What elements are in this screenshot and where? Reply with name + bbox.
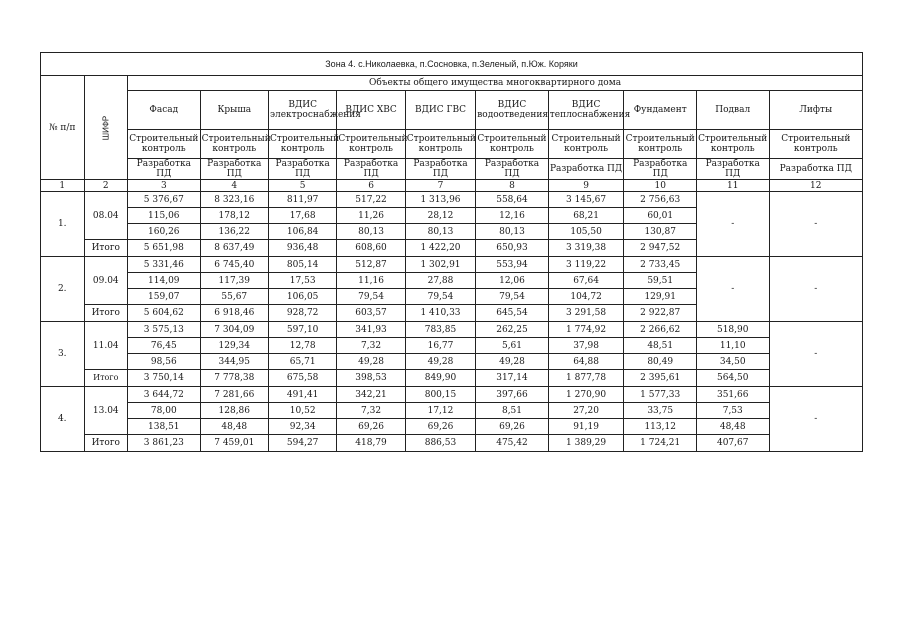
value-cell: 129,91 [624,289,697,305]
value-cell: 344,95 [200,354,268,370]
value-cell: 49,28 [405,354,475,370]
object-header: ВДИС электроснабжения [268,91,336,130]
value-cell: 12,78 [268,338,336,354]
control-label: Строительный контроль [624,130,697,159]
value-cell: 2 266,62 [624,322,697,338]
column-number: 11 [696,180,769,192]
value-cell: 17,12 [405,403,475,419]
value-cell: 28,12 [405,208,475,224]
value-cell: 49,28 [476,354,549,370]
value-cell: 1 577,33 [624,387,697,403]
value-cell: 130,87 [624,224,697,240]
value-cell: 475,42 [476,435,549,452]
value-cell: 342,21 [337,387,405,403]
empty-cell: - [696,257,769,322]
value-cell: 79,54 [337,289,405,305]
col-header-number: № п/п [41,76,85,180]
value-cell: 886,53 [405,435,475,452]
value-cell: 105,50 [548,224,624,240]
row-number: 3. [41,322,85,387]
value-cell: 3 291,58 [548,305,624,322]
column-number: 3 [128,180,201,192]
value-cell: 7,32 [337,403,405,419]
value-cell: 936,48 [268,240,336,257]
object-header: Фундамент [624,91,697,130]
objects-header: Объекты общего имущества многоквартирного дома [128,76,863,91]
value-cell: 849,90 [405,370,475,387]
value-cell: 178,12 [200,208,268,224]
value-cell: 1 877,78 [548,370,624,387]
object-header: Крыша [200,91,268,130]
value-cell: 564,50 [696,370,769,387]
table-row [41,419,863,435]
column-number: 10 [624,180,697,192]
value-cell: 398,53 [337,370,405,387]
value-cell: 317,14 [476,370,549,387]
dev-label: Разработка ПД [624,159,697,180]
table-row [41,322,863,338]
dev-label: Разработка ПД [405,159,475,180]
value-cell: 1 313,96 [405,192,475,208]
value-cell: 113,12 [624,419,697,435]
column-number: 9 [548,180,624,192]
object-header: ВДИС водоотведения [476,91,549,130]
value-cell: 11,16 [337,273,405,289]
value-cell: 1 270,90 [548,387,624,403]
value-cell: 351,66 [696,387,769,403]
value-cell: 262,25 [476,322,549,338]
control-label: Строительный контроль [200,130,268,159]
value-cell: 407,67 [696,435,769,452]
value-cell: 608,60 [337,240,405,257]
value-cell: 69,26 [337,419,405,435]
column-number: 6 [337,180,405,192]
value-cell: 8,51 [476,403,549,419]
total-label: Итого [84,305,128,322]
value-cell: 518,90 [696,322,769,338]
value-cell: 7 459,01 [200,435,268,452]
value-cell: 3 119,22 [548,257,624,273]
value-cell: 17,68 [268,208,336,224]
value-cell: 1 422,20 [405,240,475,257]
value-cell: 159,07 [128,289,201,305]
value-cell: 17,53 [268,273,336,289]
object-header: Подвал [696,91,769,130]
dev-label: Разработка ПД [548,159,624,180]
value-cell: 11,26 [337,208,405,224]
value-cell: 117,39 [200,273,268,289]
value-cell: 106,84 [268,224,336,240]
value-cell: 3 750,14 [128,370,201,387]
object-header: ВДИС ГВС [405,91,475,130]
value-cell: 418,79 [337,435,405,452]
cipher-cell: 11.04 [84,322,128,370]
document-sheet [40,52,863,452]
value-cell: 1 389,29 [548,435,624,452]
cipher-cell: 09.04 [84,257,128,305]
value-cell: 2 733,45 [624,257,697,273]
value-cell: 65,71 [268,354,336,370]
object-header: ВДИС теплоснабжения [548,91,624,130]
column-number: 12 [769,180,862,192]
total-label: Итого [84,435,128,452]
value-cell: 64,88 [548,354,624,370]
value-cell: 7,53 [696,403,769,419]
value-cell: 1 774,92 [548,322,624,338]
value-cell: 645,54 [476,305,549,322]
column-number: 2 [84,180,128,192]
value-cell: 79,54 [405,289,475,305]
control-label: Строительный контроль [769,130,862,159]
value-cell: 5 331,46 [128,257,201,273]
value-cell: 48,48 [200,419,268,435]
value-cell: 603,57 [337,305,405,322]
dev-label: Разработка ПД [476,159,549,180]
dev-label: Разработка ПД [769,159,862,180]
value-cell: 49,28 [337,354,405,370]
value-cell: 1 302,91 [405,257,475,273]
column-number: 4 [200,180,268,192]
value-cell: 3 575,13 [128,322,201,338]
value-cell: 78,00 [128,403,201,419]
value-cell: 397,66 [476,387,549,403]
value-cell: 138,51 [128,419,201,435]
control-label: Строительный контроль [128,130,201,159]
value-cell: 7 778,38 [200,370,268,387]
object-header: ВДИС ХВС [337,91,405,130]
control-label: Строительный контроль [696,130,769,159]
value-cell: 597,10 [268,322,336,338]
value-cell: 37,98 [548,338,624,354]
dev-label: Разработка ПД [268,159,336,180]
value-cell: 16,77 [405,338,475,354]
control-label: Строительный контроль [476,130,549,159]
control-label: Строительный контроль [337,130,405,159]
table-title: Зона 4. с.Николаевка, п.Сосновка, п.Зеленый, п.Юж. Коряки [41,53,863,76]
table-row [41,338,863,354]
object-header: Лифты [769,91,862,130]
value-cell: 5,61 [476,338,549,354]
value-cell: 69,26 [405,419,475,435]
cipher-cell: 13.04 [84,387,128,435]
value-cell: 800,15 [405,387,475,403]
total-row [41,435,863,452]
value-cell: 491,41 [268,387,336,403]
value-cell: 160,26 [128,224,201,240]
value-cell: 7,32 [337,338,405,354]
value-cell: 114,09 [128,273,201,289]
empty-cell: - [769,322,862,387]
col-header-cipher: ШИФР [84,76,128,180]
control-label: Строительный контроль [548,130,624,159]
value-cell: 594,27 [268,435,336,452]
value-cell: 12,16 [476,208,549,224]
empty-cell: - [696,192,769,257]
value-cell: 517,22 [337,192,405,208]
value-cell: 553,94 [476,257,549,273]
value-cell: 1 724,21 [624,435,697,452]
row-number: 2. [41,257,85,322]
total-row [41,370,863,387]
value-cell: 68,21 [548,208,624,224]
value-cell: 805,14 [268,257,336,273]
value-cell: 6 918,46 [200,305,268,322]
dev-label: Разработка ПД [128,159,201,180]
empty-cell: - [769,257,862,322]
dev-label: Разработка ПД [337,159,405,180]
table-row [41,354,863,370]
empty-cell: - [769,387,862,452]
control-label: Строительный контроль [268,130,336,159]
value-cell: 129,34 [200,338,268,354]
row-number: 4. [41,387,85,452]
value-cell: 3 861,23 [128,435,201,452]
cipher-cell: 08.04 [84,192,128,240]
value-cell: 8 637,49 [200,240,268,257]
value-cell: 106,05 [268,289,336,305]
table-row [41,192,863,208]
value-cell: 3 644,72 [128,387,201,403]
value-cell: 80,13 [337,224,405,240]
value-cell: 92,34 [268,419,336,435]
value-cell: 3 145,67 [548,192,624,208]
value-cell: 2 756,63 [624,192,697,208]
value-cell: 11,10 [696,338,769,354]
value-cell: 650,93 [476,240,549,257]
value-cell: 55,67 [200,289,268,305]
value-cell: 5 376,67 [128,192,201,208]
value-cell: 8 323,16 [200,192,268,208]
value-cell: 5 651,98 [128,240,201,257]
row-number: 1. [41,192,85,257]
value-cell: 115,06 [128,208,201,224]
value-cell: 6 745,40 [200,257,268,273]
value-cell: 128,86 [200,403,268,419]
empty-cell: - [769,192,862,257]
value-cell: 80,13 [476,224,549,240]
value-cell: 5 604,62 [128,305,201,322]
value-cell: 2 922,87 [624,305,697,322]
value-cell: 69,26 [476,419,549,435]
value-cell: 60,01 [624,208,697,224]
column-number: 8 [476,180,549,192]
value-cell: 98,56 [128,354,201,370]
table-row [41,403,863,419]
value-cell: 48,51 [624,338,697,354]
table-row [41,257,863,273]
value-cell: 48,48 [696,419,769,435]
value-cell: 33,75 [624,403,697,419]
column-number: 7 [405,180,475,192]
value-cell: 10,52 [268,403,336,419]
column-number: 1 [41,180,85,192]
value-cell: 811,97 [268,192,336,208]
value-cell: 104,72 [548,289,624,305]
value-cell: 512,87 [337,257,405,273]
value-cell: 91,19 [548,419,624,435]
value-cell: 76,45 [128,338,201,354]
value-cell: 675,58 [268,370,336,387]
control-label: Строительный контроль [405,130,475,159]
dev-label: Разработка ПД [200,159,268,180]
value-cell: 3 319,38 [548,240,624,257]
dev-label: Разработка ПД [696,159,769,180]
object-header: Фасад [128,91,201,130]
value-cell: 27,20 [548,403,624,419]
total-label: Итого [84,240,128,257]
value-cell: 80,13 [405,224,475,240]
value-cell: 80,49 [624,354,697,370]
value-cell: 783,85 [405,322,475,338]
value-cell: 341,93 [337,322,405,338]
value-cell: 79,54 [476,289,549,305]
value-cell: 34,50 [696,354,769,370]
value-cell: 1 410,33 [405,305,475,322]
column-number: 5 [268,180,336,192]
value-cell: 558,64 [476,192,549,208]
value-cell: 928,72 [268,305,336,322]
table-row [41,387,863,403]
value-cell: 2 395,61 [624,370,697,387]
value-cell: 12,06 [476,273,549,289]
value-cell: 136,22 [200,224,268,240]
value-cell: 2 947,52 [624,240,697,257]
value-cell: 59,51 [624,273,697,289]
value-cell: 7 281,66 [200,387,268,403]
value-cell: 67,64 [548,273,624,289]
value-cell: 7 304,09 [200,322,268,338]
estimate-table [40,52,863,452]
value-cell: 27,88 [405,273,475,289]
total-label: Итого [84,370,128,387]
